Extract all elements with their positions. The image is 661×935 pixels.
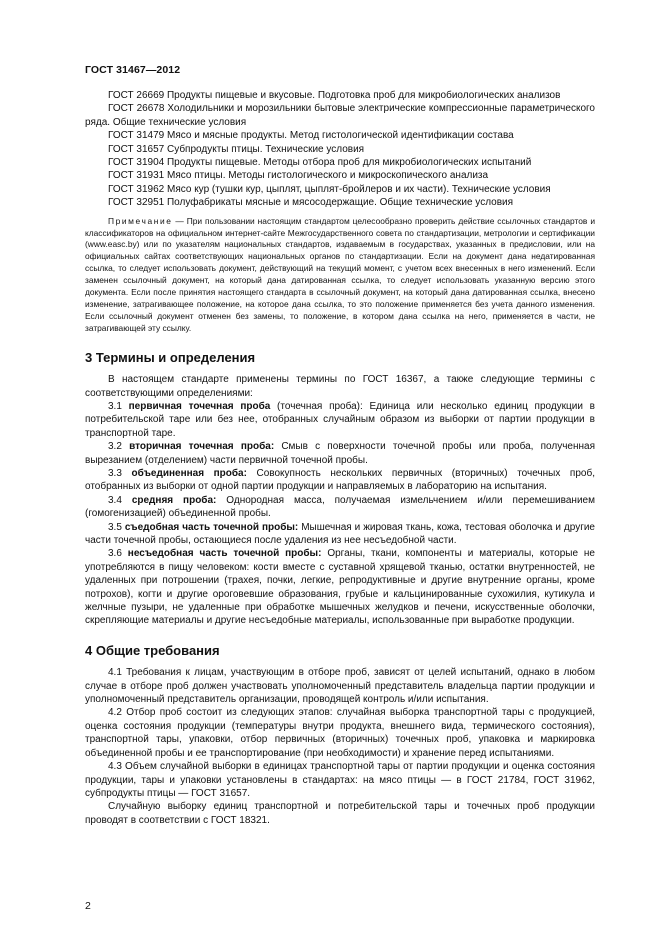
term-number: 3.2: [108, 441, 130, 453]
term-definition: [85, 467, 595, 494]
term-text: Органы, ткани, компоненты и материалы, которые не употребляются в пищу человеком: кости вместе с суставной хрящевой тканью, остатки внутренностей, не удаленных при потрошении (трахея, почки, легкие, репродуктивные и другие внутренние органы, кроме потрохов), когти и другие ороговевшие образования, грубые и кальцинированные сухожилия, кутикула и желчные пузыри, не удаленные при обработке мышечных желудков и печени, искусственные оболочки, скрепляющие материалы и другие несъедобные материалы, использованные при выработке продукции.: [85, 548, 595, 627]
term-definition: [85, 521, 595, 548]
term-text: (точечная проба): Единица или несколько единиц продукции в потребительской таре или без нее, отобранных случайным образом из выборки от партии продукции в транспортной таре.: [85, 400, 595, 439]
term-number: 3.3: [108, 467, 132, 479]
section-4-heading: 4 Общие требования: [85, 642, 220, 658]
term-name: средняя проба:: [131, 494, 217, 506]
section-4-paragraph: 4.2 Отбор проб состоит из следующих этапов: случайная выборка транспортной тары с продукцией, оценка состояния продукции (температуры внутри продукта, внешнего вида, термического состояния), транспортной тары, упаковки, отбор первичных (вторичных) точечных проб, упаковка и маркировка объединенной пробы и ее транспортирование (при необходимости) и хранение перед испытаниями.: [85, 707, 595, 759]
reference-item: ГОСТ 31479 Мясо и мясные продукты. Метод гистологической идентификации состава: [108, 130, 514, 142]
note-text: — При пользовании настоящим стандартом целесообразно проверить действие ссылочных стандартов и классификаторов на официальном интернет-сайте Межгосударственного совета по стандартизации, метрологии и сертификации (www.easc.by) или по указателям национальных стандартов, издаваемым в государствах, указанных в предисловии, или на официальных сайтах соответствующих национальных органов по стандартизации. Если на документ дана недатированная ссылка, то следует использовать документ, действующий на текущий момент, с учетом всех внесенных в него изменений. Если заменен ссылочный документ, на который дана датированная ссылка, то следует использовать указанную версию этого документа. Если после принятия настоящего стандарта в ссылочный документ, на который дана датированная ссылка, внесено изменение, затрагивающее положение, на которое дана ссылка, то это положение применяется без учета данного изменения. Если ссылочный документ отменен без замены, то положение, в котором дана ссылка на него, применяется в части, не затрагивающей эту ссылку.: [85, 215, 595, 333]
section-4-paragraph: 4.3 Объем случайной выборки в единицах транспортной тары от партии продукции и оценка состояния продукции, тары и упаковки установлены в стандартах: на мясо птицы — в ГОСТ 21784, ГОСТ 31962, субпродукты птицы — ГОСТ 31657.: [85, 761, 595, 799]
term-name: вторичная точечная проба:: [129, 441, 275, 453]
term-definition: [85, 440, 595, 467]
reference-item: ГОСТ 26678 Холодильники и морозильники бытовые электрические компрессионные параметрического ряда. Общие технические условия: [85, 103, 595, 128]
normative-references: [85, 89, 595, 210]
term-name: несъедобная часть точечной пробы:: [127, 548, 322, 560]
term-number: 3.5: [108, 521, 125, 533]
term-name: съедобная часть точечной пробы:: [124, 521, 299, 533]
reference-item: ГОСТ 31931 Мясо птицы. Методы гистологического и микроскопического анализа: [108, 170, 489, 182]
term-definition: [85, 547, 595, 627]
running-header: ГОСТ 31467—2012: [85, 64, 181, 76]
section-4-paragraph: Случайную выборку единиц транспортной и потребительской тары и точечных проб продукции проводят в соответствии с ГОСТ 18321.: [85, 801, 595, 826]
note: [85, 216, 595, 335]
term-number: 3.1: [108, 400, 129, 412]
term-name: первичная точечная проба: [128, 400, 271, 412]
section-4-paragraph: 4.1 Требования к лицам, участвующим в отборе проб, зависят от целей испытаний, однако в любом случае в отборе проб должен участвовать уполномоченный представитель владельца партии продукции и уполномоченный представитель организации, проводящей контроль и/или испытания.: [85, 667, 595, 706]
term-text: Мышечная и жировая ткань, кожа, тестовая оболочка и другие части точечной пробы, остающиеся после удаления из нее несъедобной части.: [85, 521, 595, 546]
reference-item: ГОСТ 32951 Полуфабрикаты мясные и мясосодержащие. Общие технические условия: [108, 197, 514, 209]
reference-item: ГОСТ 31904 Продукты пищевые. Методы отбора проб для микробиологических испытаний: [108, 157, 532, 169]
term-text: Смыв с поверхности точечной пробы или проба, полученная вырезанием (отделением) части первичной точечной пробы.: [85, 441, 595, 466]
reference-item: ГОСТ 31657 Субпродукты птицы. Технические условия: [108, 143, 365, 155]
section-3-heading: 3 Термины и определения: [85, 349, 256, 365]
term-definition: [85, 494, 595, 521]
term-number: 3.4: [108, 494, 132, 506]
section-3-intro: В настоящем стандарте применены термины по ГОСТ 16367, а также следующие термины с соответствующими определениями:: [85, 374, 595, 399]
page-content: [85, 89, 595, 827]
term-number: 3.6: [108, 548, 128, 560]
term-definition: [85, 400, 595, 440]
term-text: Совокупность нескольких первичных (вторичных) точечных проб, отобранных из выборки от одной партии продукции и направляемых в лабораторию на испытания.: [85, 467, 595, 493]
page-number: 2: [85, 900, 91, 912]
reference-item: ГОСТ 26669 Продукты пищевые и вкусовые. Подготовка проб для микробиологических анализов: [108, 90, 561, 101]
term-name: объединенная проба:: [131, 467, 247, 479]
note-label: Примечание: [108, 215, 173, 226]
reference-item: ГОСТ 31962 Мясо кур (тушки кур, цыплят, цыплят-бройлеров и их части). Технические условия: [108, 183, 551, 195]
term-text: Однородная масса, получаемая измельчением и/или перемешиванием (гомогенизацией) объединенной пробы.: [85, 494, 595, 520]
